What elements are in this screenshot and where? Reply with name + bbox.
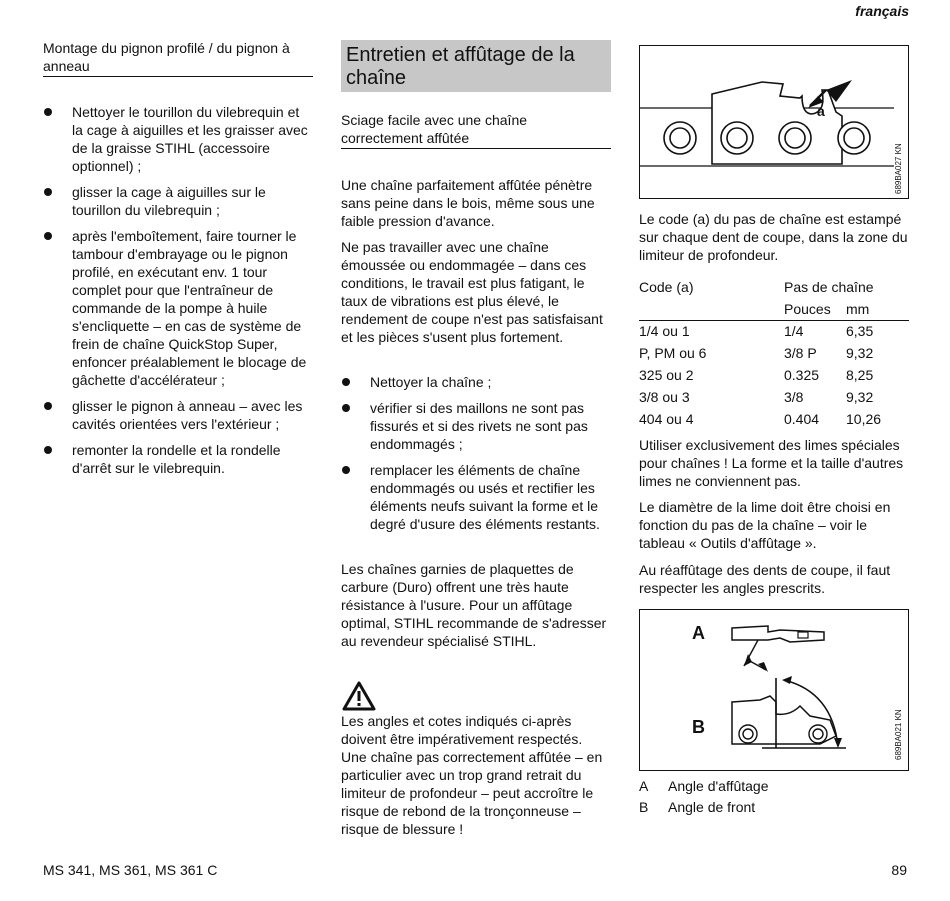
header-mm: mm bbox=[846, 300, 870, 317]
list-item: glisser le pignon à anneau – avec les cavités orientées vers l'extérieur ; bbox=[43, 397, 313, 433]
table-row: P, PM ou 6 3/8 P 9,32 bbox=[639, 345, 874, 361]
header-pitch: Pas de chaîne bbox=[784, 279, 874, 295]
figure-code: 689BA021 KN bbox=[894, 709, 903, 760]
footer-models: MS 341, MS 361, MS 361 C bbox=[43, 862, 218, 878]
pitch-caption: Le code (a) du pas de chaîne est estampé sur chaque dent de coupe, dans la zone du limiteur de profondeur. bbox=[639, 211, 908, 263]
bullet-dot bbox=[44, 402, 52, 410]
bullet-dot bbox=[44, 446, 52, 454]
paragraph-carbide: Les chaînes garnies de plaquettes de carbure (Duro) offrent une très haute résistance à l'usure. Pour un affûtage optimal, STIHL recommande de s'adresser au revendeur spécialisé STIHL. bbox=[341, 561, 607, 649]
pitch-table bbox=[639, 276, 909, 430]
language-label: français bbox=[855, 3, 909, 19]
list-item: glisser la cage à aiguilles sur le tourillon du vilebrequin ; bbox=[43, 183, 313, 219]
pitch-stamp-label: a bbox=[817, 103, 825, 119]
table-header-row bbox=[639, 276, 909, 298]
list-item: remonter la rondelle et la rondelle d'arrêt sur le vilebrequin. bbox=[43, 441, 313, 477]
paragraph-angles: Au réaffûtage des dents de coupe, il faut respecter les angles prescrits. bbox=[639, 562, 891, 596]
warning-paragraph: Les angles et cotes indiqués ci-après doivent être impérativement respectés. Une chaîne pas correctement affûtée – en particulier avec un trop grand retrait du limiteur de profondeur – peut accroître le risque de rebond de la tronçonneuse – risque de blessure ! bbox=[341, 713, 603, 837]
chain-pitch-figure bbox=[639, 45, 909, 199]
figure-label-a: A bbox=[692, 623, 705, 643]
list-item: remplacer les éléments de chaîne endommagés ou usés et rectifier les éléments neufs suivant la forme et le degré d'usure des éléments restants. bbox=[341, 461, 611, 533]
list-item: vérifier si des maillons ne sont pas fissurés et si des rivets ne sont pas endommagés ; bbox=[341, 399, 611, 453]
legend-item: A Angle d'affûtage bbox=[639, 778, 769, 794]
bullet-dot bbox=[342, 466, 350, 474]
sprocket-steps-list bbox=[43, 103, 313, 477]
page-number: 89 bbox=[891, 862, 907, 878]
figure-code: 689BA027 KN bbox=[894, 143, 903, 194]
angles-legend bbox=[639, 777, 909, 819]
paragraph-blunt-chain: Ne pas travailler avec une chaîne émoussée ou endommagée – dans ces conditions, le travail est plus fatigant, le taux de vibrations est plus élevé, le rendement de coupe n'est pas satisfaisant et les pièces s'usent plus fortement. bbox=[341, 239, 603, 345]
table-row: 1/4 ou 1 1/4 6,35 bbox=[639, 323, 874, 340]
sprocket-heading: Montage du pignon profilé / du pignon à anneau bbox=[43, 39, 313, 77]
bullet-dot bbox=[44, 232, 52, 240]
list-item: Nettoyer le tourillon du vilebrequin et la cage à aiguilles et les graisser avec de la graisse STIHL (accessoire optionnel) ; bbox=[43, 103, 313, 175]
figure-label-b: B bbox=[692, 717, 705, 737]
table-row: 3/8 ou 3 3/8 9,32 bbox=[639, 389, 874, 405]
paragraph-file-diameter: Le diamètre de la lime doit être choisi en fonction du pas de la chaîne – voir le tableau « Outils d'affûtage ». bbox=[639, 499, 891, 551]
list-item: après l'emboîtement, faire tourner le tambour d'embrayage ou le pignon profilé, en exécutant env. 1 tour complet pour que l'entraîneur de commande de la pompe à huile s'encliquette – en cas de système de frein de chaîne QuickStop Super, enfoncer préalablement le blocage de gâchette d'accélérateur ; bbox=[43, 227, 313, 389]
table-subheader-row bbox=[639, 298, 909, 320]
legend-item: B Angle de front bbox=[639, 799, 756, 815]
table-row: 325 ou 2 0.325 8,25 bbox=[639, 367, 874, 383]
sharp-chain-subheading: Sciage facile avec une chaîne correctement affûtée bbox=[341, 111, 611, 149]
section-title: Entretien et affûtage de la chaîne bbox=[341, 40, 611, 92]
paragraph-special-files: Utiliser exclusivement des limes spéciales pour chaînes ! La forme et la taille d'autres limes ne conviennent pas. bbox=[639, 437, 904, 489]
injury-risk-emphasis: risque de blessure ! bbox=[341, 821, 464, 837]
angles-figure bbox=[639, 609, 909, 771]
list-item: Nettoyer la chaîne ; bbox=[341, 373, 611, 391]
paragraph-sharp-chain: Une chaîne parfaitement affûtée pénètre sans peine dans le bois, même sous une faible pression d'avance. bbox=[341, 177, 595, 229]
header-code: Code (a) bbox=[639, 279, 694, 295]
bullet-dot bbox=[44, 108, 52, 116]
bullet-dot bbox=[342, 404, 350, 412]
bullet-dot bbox=[342, 378, 350, 386]
header-inches: Pouces bbox=[784, 300, 831, 317]
warning-icon bbox=[341, 680, 377, 712]
table-row: 404 ou 4 0.404 10,26 bbox=[639, 411, 882, 427]
chain-check-list bbox=[341, 373, 611, 533]
bullet-dot bbox=[44, 188, 52, 196]
